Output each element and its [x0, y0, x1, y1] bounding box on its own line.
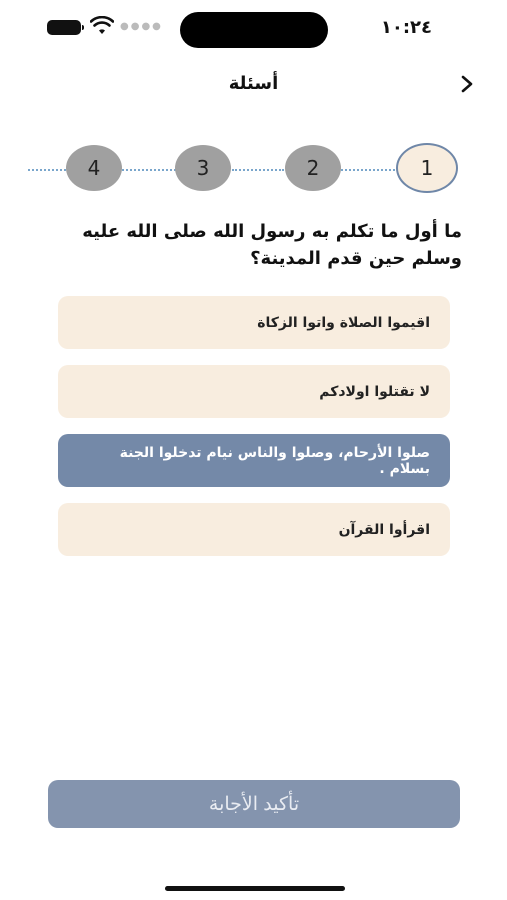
step-1[interactable]: 1: [396, 143, 458, 193]
step-3[interactable]: 3: [175, 145, 231, 191]
answer-option-1[interactable]: [58, 296, 450, 349]
progress-stepper: [0, 140, 507, 200]
stepper-connector: [28, 169, 66, 171]
signal-icon: ●●●●: [120, 21, 163, 32]
dynamic-island: [180, 12, 328, 48]
answer-option-3[interactable]: [58, 434, 450, 487]
status-bar: [0, 0, 507, 60]
back-button[interactable]: [455, 70, 479, 98]
answer-option-label: اقرأوا القرآن: [338, 521, 430, 538]
answer-option-4[interactable]: [58, 503, 450, 556]
answer-option-2[interactable]: [58, 365, 450, 418]
stepper-connector: [341, 169, 395, 171]
question-text: ما أول ما تكلم به رسول الله صلى الله عليه وسلم حين قدم المدينة؟: [82, 221, 462, 269]
wifi-icon: [90, 16, 114, 36]
stepper-connector: [232, 169, 284, 171]
page-title: أسئلة: [228, 73, 279, 94]
status-time: ١٠:٢٤: [380, 17, 432, 38]
answer-option-label: اقيموا الصلاة واتوا الزكاة: [257, 314, 430, 331]
chevron-icon: [459, 73, 475, 95]
battery-icon: [47, 20, 81, 35]
home-indicator[interactable]: [165, 886, 345, 891]
step-2[interactable]: 2: [285, 145, 341, 191]
answer-option-label: صلوا الأرحام، وصلوا والناس نيام تدخلوا الجنة بسلام .: [119, 444, 430, 477]
answer-option-label: لا تقتلوا اولادكم: [319, 383, 430, 400]
step-4[interactable]: 4: [66, 145, 122, 191]
confirm-answer-button[interactable]: تأكيد الأجابة: [48, 780, 460, 828]
stepper-connector: [122, 169, 176, 171]
